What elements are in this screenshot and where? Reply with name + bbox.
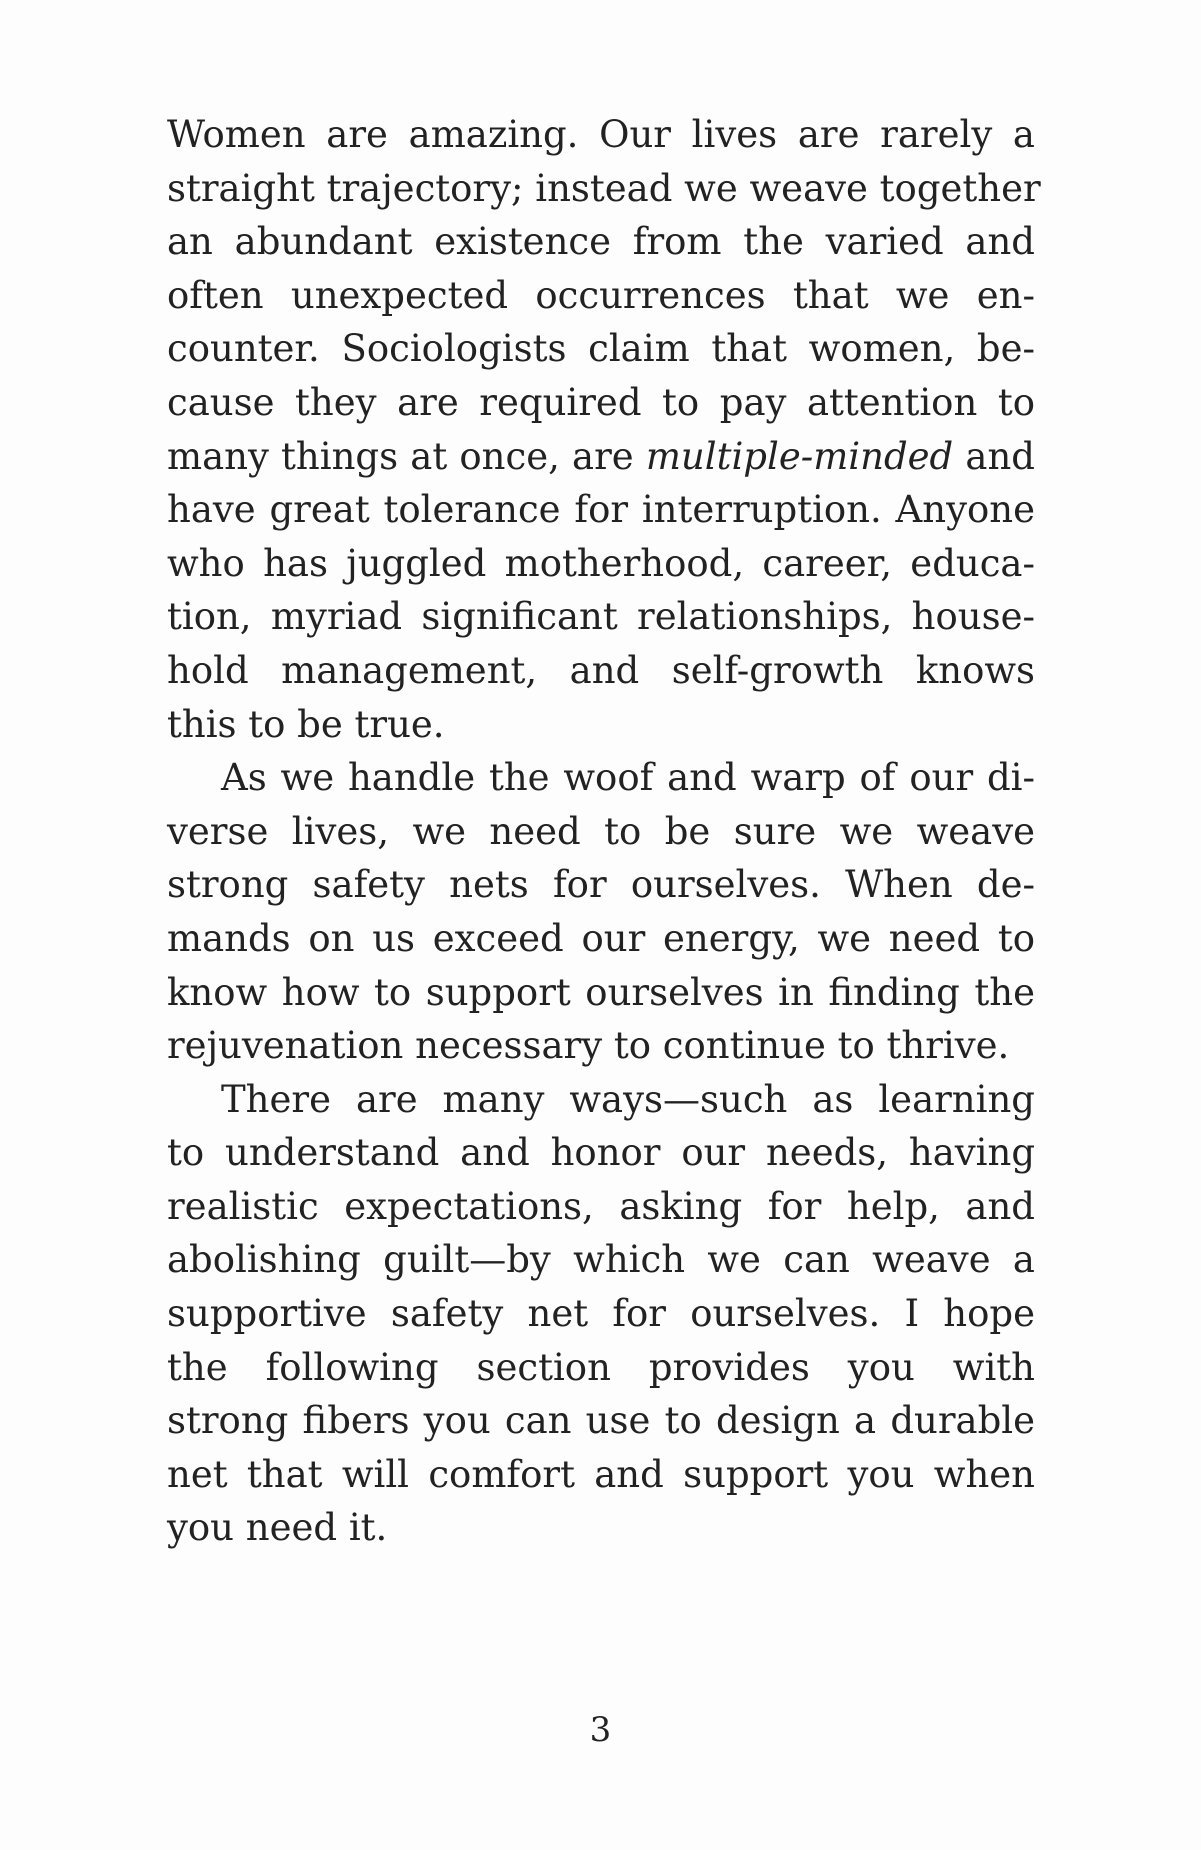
italic-term: multiple-minded [645, 434, 954, 478]
text-line: know how to support ourselves in finding the [167, 970, 1035, 1014]
text-line: verse lives, we need to be sure we weave [167, 809, 1035, 853]
text-line: strong safety nets for ourselves. When de- [167, 863, 1035, 907]
text-line: Women are amazing. Our lives are rarely a [167, 113, 1035, 156]
text-line: hold management, and self-growth knows [167, 648, 1035, 692]
text-line: straight trajectory; instead we weave together [167, 166, 1041, 210]
text-line: supportive safety net for ourselves. I hope [167, 1292, 1035, 1336]
text-line: tion, myriad significant relationships, house- [167, 595, 1035, 639]
text-segment: many things at once, are [167, 434, 646, 478]
text-line: this to be true. [167, 702, 445, 746]
text-line: an abundant existence from the varied and [167, 220, 1035, 264]
text-line: net that will comfort and support you when [167, 1452, 1035, 1496]
text-line: the following section provides you with [167, 1345, 1035, 1389]
text-line: There are many ways—such as learning [221, 1077, 1035, 1121]
text-line: often unexpected occurrences that we en- [167, 273, 1035, 317]
text-line [167, 430, 1035, 484]
text-line: counter. Sociologists claim that women, be- [167, 327, 1035, 371]
text-line: strong fibers you can use to design a durable [167, 1399, 1035, 1443]
text-line: rejuvenation necessary to continue to thrive. [167, 1024, 1010, 1068]
text-line: to understand and honor our needs, having [167, 1131, 1035, 1175]
body-text [167, 108, 1041, 1555]
text-line: As we handle the woof and warp of our di- [221, 756, 1035, 800]
page-number: 3 [589, 1710, 612, 1750]
text-line: who has juggled motherhood, career, educa- [167, 541, 1035, 585]
text-line: you need it. [167, 1506, 388, 1550]
text-line: cause they are required to pay attention to [167, 380, 1035, 424]
text-line: realistic expectations, asking for help, and [167, 1184, 1035, 1228]
text-line: mands on us exceed our energy, we need to [167, 916, 1035, 960]
text-line: abolishing guilt—by which we can weave a [167, 1238, 1035, 1282]
text-segment: and [953, 434, 1035, 478]
text-line: have great tolerance for interruption. Anyone [167, 488, 1035, 532]
